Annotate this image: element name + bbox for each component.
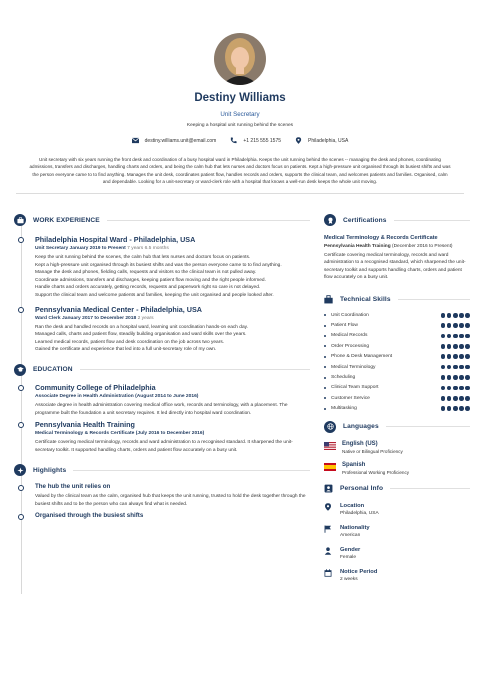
graduation-cap-icon — [14, 364, 26, 376]
rating-dot — [453, 396, 458, 401]
section-title: Technical Skills — [340, 295, 391, 303]
rating-dot — [465, 375, 470, 380]
rating-dot — [459, 313, 464, 318]
bullet-icon — [324, 397, 326, 399]
rating-dot — [447, 323, 452, 328]
email-text: destiny.williams.unit@email.com — [144, 137, 217, 144]
rating-dot — [441, 354, 446, 359]
certification-issuer: Pennsylvania Health Training (December 2016 to Present) — [324, 244, 453, 249]
certification-title: Medical Terminology & Records Certificate — [324, 235, 438, 241]
skill-label — [324, 385, 378, 390]
info-value: 2 weeks — [340, 576, 358, 582]
rating-dot — [441, 334, 446, 339]
section-rule — [80, 369, 310, 370]
highlight-title: Organised through the busiest shifts — [35, 511, 144, 519]
job-role: Unit Secretary — [35, 246, 69, 251]
section-rule — [390, 488, 470, 489]
skill-rating — [441, 354, 470, 359]
rating-dot — [441, 396, 446, 401]
skill-rating — [441, 386, 470, 391]
skill-rating — [441, 344, 470, 349]
rating-dot — [441, 406, 446, 411]
info-value: Philadelphia, USA — [340, 510, 379, 516]
spain-flag-icon — [324, 463, 336, 471]
job-title: Pennsylvania Medical Center - Philadelphia, USA — [35, 304, 202, 314]
rating-dot — [453, 406, 458, 411]
bullet-icon — [324, 408, 326, 410]
phone-icon — [230, 137, 237, 144]
contact-phone[interactable] — [230, 137, 281, 144]
skill-row — [324, 362, 470, 372]
rating-dot — [447, 334, 452, 339]
location-text: Philadelphia, USA — [308, 137, 349, 144]
left-column — [14, 214, 310, 519]
section-title: EDUCATION — [33, 366, 73, 374]
rating-dot — [447, 396, 452, 401]
rating-dot — [441, 375, 446, 380]
tagline: Keeping a hospital unit running behind the scenes — [186, 123, 294, 128]
email-icon — [132, 137, 139, 144]
skill-name: Multitasking — [331, 406, 357, 412]
skill-rating — [441, 396, 470, 401]
language-item — [324, 462, 470, 475]
rating-dot — [459, 344, 464, 349]
education-heading — [14, 364, 310, 376]
job-line: Gained the certificate and experience that led into a full unit-secretary role of my own. — [35, 347, 217, 353]
highlight-title: The hub the unit relies on — [35, 483, 111, 491]
contact-row — [0, 137, 480, 144]
header-divider — [16, 193, 464, 194]
skill-label — [324, 333, 367, 338]
timeline-dot — [18, 485, 24, 491]
skill-label — [324, 323, 358, 328]
summary: Unit secretary with six years running the front desk and coordination of a busy hospital ward in Philadelphia. Keeps the unit running behind the scenes -- managing the desk and phones, coordinating admissions, transfers and discharges, handling charts and orders, and being the calm hub that lets nurses and doctors focus on patients. Kept a high-pressure unit organised through its busiest shifts and was the person everyone came to to find anything. Manages the unit desk, coordinates patient flow, handles records and orders, supports the clinical team, and welcomes patients and families. Organised, calm and dependable. Looking for a unit-secretary or ward-clerk role with a hospital that knows a well-run desk keeps the whole unit moving. — [29, 157, 451, 185]
rating-dot — [459, 323, 464, 328]
rating-dot — [453, 334, 458, 339]
rating-dot — [453, 375, 458, 380]
rating-dot — [465, 334, 470, 339]
rating-dot — [465, 354, 470, 359]
language-name: English (US) — [342, 440, 378, 447]
education-description: Certificate covering medical terminology, records and ward administration to a recognised standard. It sharpened the unit-secretary toolkit. It supported handling charts, orders and patient flow accurately on a busy unit. — [35, 440, 293, 453]
info-label: Notice Period — [340, 568, 378, 575]
rating-dot — [441, 323, 446, 328]
school-name: Pennsylvania Health Training — [35, 420, 135, 430]
info-label: Location — [340, 502, 365, 509]
rating-dot — [447, 386, 452, 391]
rating-dot — [447, 354, 452, 359]
job-line: Keep the unit running behind the scenes, the calm hub that lets nurses and doctors focus on patients. — [35, 255, 251, 260]
section-rule — [386, 426, 470, 427]
job-title: Philadelphia Hospital Ward - Philadelphia, USA — [35, 235, 196, 244]
certification-entry — [324, 235, 470, 281]
skill-row — [324, 393, 470, 403]
rating-dot — [459, 396, 464, 401]
bullet-icon — [324, 325, 326, 327]
rating-dot — [465, 396, 470, 401]
job-dates: January 2017 to December 2018 — [62, 315, 137, 321]
certification-description: Certificate covering medical terminology, records and ward administration to a recognised standard, which sharpened the unit-secretary toolkit and supports handling charts, orders and patient flow accurately on a busy unit. — [324, 253, 466, 280]
toolbox-icon — [324, 295, 333, 304]
degree: Associate Degree in Health Administration (August 2014 to June 2016) — [35, 393, 199, 399]
bullet-icon — [324, 356, 326, 358]
timeline-dot — [18, 307, 24, 313]
candidate-name: Destiny Williams — [194, 92, 286, 104]
job-dates: January 2019 to Present — [69, 246, 126, 251]
rating-dot — [453, 354, 458, 359]
bullet-icon — [324, 335, 326, 337]
rating-dot — [465, 344, 470, 349]
skill-label — [324, 396, 370, 401]
skill-row — [324, 372, 470, 382]
timeline-dot — [18, 514, 24, 520]
rating-dot — [453, 323, 458, 328]
section-title: Highlights — [33, 466, 67, 474]
job-line: Handle charts and orders accurately, getting records, requests and paperwork right so care is not delayed. — [35, 285, 261, 291]
rating-dot — [447, 313, 452, 318]
job-entry — [14, 305, 310, 354]
job-duration: 2 years — [137, 315, 154, 321]
job-description — [35, 324, 310, 354]
rating-dot — [465, 406, 470, 411]
work-experience-heading — [14, 214, 310, 226]
rating-dot — [459, 354, 464, 359]
rating-dot — [465, 323, 470, 328]
id-card-icon — [324, 484, 333, 493]
rating-dot — [453, 386, 458, 391]
rating-dot — [441, 386, 446, 391]
skill-name: Medical Records — [331, 333, 368, 339]
skill-rating — [441, 375, 470, 380]
job-line: Managed calls, charts and patient flow, steadily building organisation and ward skills over the years. — [35, 332, 247, 338]
skill-name: Customer Service — [331, 395, 370, 401]
degree: Medical Terminology & Records Certificate (July 2016 to December 2016) — [35, 431, 205, 437]
personal-info-item — [324, 547, 470, 560]
rating-dot — [447, 365, 452, 370]
contact-email[interactable] — [132, 137, 217, 144]
skill-rating — [441, 323, 470, 328]
skill-rating — [441, 365, 470, 370]
languages-list — [324, 441, 470, 475]
sparkle-icon — [14, 464, 26, 476]
section-rule — [394, 220, 470, 221]
us-flag-icon — [324, 442, 336, 450]
skill-rating — [441, 334, 470, 339]
calendar-icon — [324, 569, 332, 577]
education-entry — [14, 420, 310, 454]
bullet-icon — [324, 387, 326, 389]
job-line: Ran the desk and handled records on a hospital ward, learning unit coordination hands-on each day. — [35, 324, 248, 330]
briefcase-icon — [14, 214, 26, 226]
skill-rating — [441, 313, 470, 318]
job-meta — [35, 316, 310, 321]
map-pin-icon — [324, 503, 332, 511]
job-line: Manage the desk and phones, fielding calls, requests and visitors so the clinical team is not pulled away. — [35, 270, 257, 276]
timeline-dot — [18, 385, 24, 391]
skill-row — [324, 383, 470, 393]
rating-dot — [459, 386, 464, 391]
job-description — [35, 254, 310, 300]
skill-row — [324, 341, 470, 351]
timeline-dot — [18, 422, 24, 428]
skill-row — [324, 404, 470, 414]
job-line: Coordinate admissions, transfers and discharges, keeping patient flow moving and the right people informed. — [35, 277, 266, 283]
job-role: Ward Clerk — [35, 315, 61, 321]
bullet-icon — [324, 345, 326, 347]
section-rule — [398, 299, 470, 300]
skill-name: Patient Flow — [331, 323, 358, 329]
skill-name: Scheduling — [331, 375, 356, 381]
highlight-description: Valued by the clinical team as the calm, organised hub that keeps the unit running, trusted to hold the desk together through the busiest shifts and to be the person who can always find what is needed. — [35, 494, 306, 507]
education-description: Associate degree in health administration covering medical office work, records and terminology, with a placement. The programme built the foundation a unit secretary requires. It led directly into hospital ward coordination. — [35, 402, 288, 416]
info-label: Gender — [340, 546, 361, 553]
skill-label — [324, 313, 369, 318]
rating-dot — [459, 406, 464, 411]
rating-dot — [465, 365, 470, 370]
skill-name: Clinical Team Support — [331, 385, 379, 391]
bullet-icon — [324, 314, 326, 316]
section-title: Languages — [343, 423, 379, 431]
highlights-heading — [14, 464, 310, 476]
skill-row — [324, 320, 470, 330]
skills-heading — [324, 293, 470, 305]
rating-dot — [447, 375, 452, 380]
rating-dot — [441, 344, 446, 349]
job-line: Support the clinical team and welcome patients and families, keeping the unit organised and people looked after. — [35, 292, 274, 298]
skill-name: Phone & Desk Management — [331, 354, 393, 360]
skill-row — [324, 310, 470, 320]
skill-row — [324, 352, 470, 362]
skill-name: Unit Coordination — [331, 312, 369, 318]
phone-text: +1 215 555 1575 — [243, 137, 282, 144]
skills-list — [324, 310, 470, 414]
skill-rating — [441, 406, 470, 411]
rating-dot — [459, 375, 464, 380]
map-pin-icon — [295, 137, 302, 144]
right-column — [324, 214, 470, 591]
rating-dot — [447, 406, 452, 411]
rating-dot — [465, 386, 470, 391]
section-title: Personal Info — [340, 485, 384, 493]
skill-label — [324, 365, 376, 370]
rating-dot — [459, 334, 464, 339]
language-name: Spanish — [342, 461, 366, 468]
rating-dot — [465, 313, 470, 318]
rating-dot — [447, 344, 452, 349]
section-rule — [107, 220, 310, 221]
rating-dot — [441, 365, 446, 370]
rating-dot — [453, 313, 458, 318]
language-item — [324, 441, 470, 454]
timeline-dot — [18, 237, 24, 243]
education-entry — [14, 383, 310, 417]
section-title: WORK EXPERIENCE — [33, 216, 100, 224]
personal-info-list — [324, 503, 470, 582]
rating-dot — [453, 344, 458, 349]
info-value: American — [340, 532, 361, 538]
language-level: Professional Working Proficiency — [342, 469, 410, 475]
skill-label — [324, 406, 357, 411]
school-name: Community College of Philadelphia — [35, 382, 156, 392]
job-duration: 7 years 6.5 months — [127, 246, 169, 251]
info-value: Female — [340, 554, 356, 560]
skill-label — [324, 344, 369, 349]
bullet-icon — [324, 366, 326, 368]
personal-info-item — [324, 525, 470, 538]
section-title: Certifications — [343, 216, 387, 224]
skill-name: Order Processing — [331, 343, 370, 349]
skill-label — [324, 375, 355, 380]
rating-dot — [459, 365, 464, 370]
highlight-entry — [14, 483, 310, 508]
info-label: Nationality — [340, 524, 370, 531]
personal-info-item — [324, 569, 470, 582]
person-icon — [324, 547, 332, 555]
skill-row — [324, 331, 470, 341]
resume-header — [0, 0, 480, 194]
job-meta — [35, 246, 310, 251]
personal-info-heading — [324, 483, 470, 495]
highlight-entry — [14, 512, 310, 519]
section-rule — [73, 470, 310, 471]
job-line: Kept a high-pressure unit organised through its busiest shifts and was the person everyone came to to find anything. — [35, 262, 282, 268]
skill-name: Medical Terminology — [331, 364, 376, 370]
flag-icon — [324, 525, 332, 533]
language-level: Native or Bilingual Proficiency — [342, 448, 403, 454]
contact-location — [295, 137, 348, 144]
certifications-heading — [324, 214, 470, 226]
job-line: Learned medical records, patient flow and desk coordination on the job across two years. — [35, 339, 225, 345]
rating-dot — [441, 313, 446, 318]
skill-label — [324, 354, 392, 359]
job-title: Unit Secretary — [220, 111, 260, 118]
job-entry — [14, 235, 310, 300]
globe-icon — [324, 421, 336, 433]
award-icon — [324, 214, 336, 226]
avatar — [214, 33, 266, 85]
languages-heading — [324, 421, 470, 433]
rating-dot — [453, 365, 458, 370]
personal-info-item — [324, 503, 470, 516]
bullet-icon — [324, 377, 326, 379]
